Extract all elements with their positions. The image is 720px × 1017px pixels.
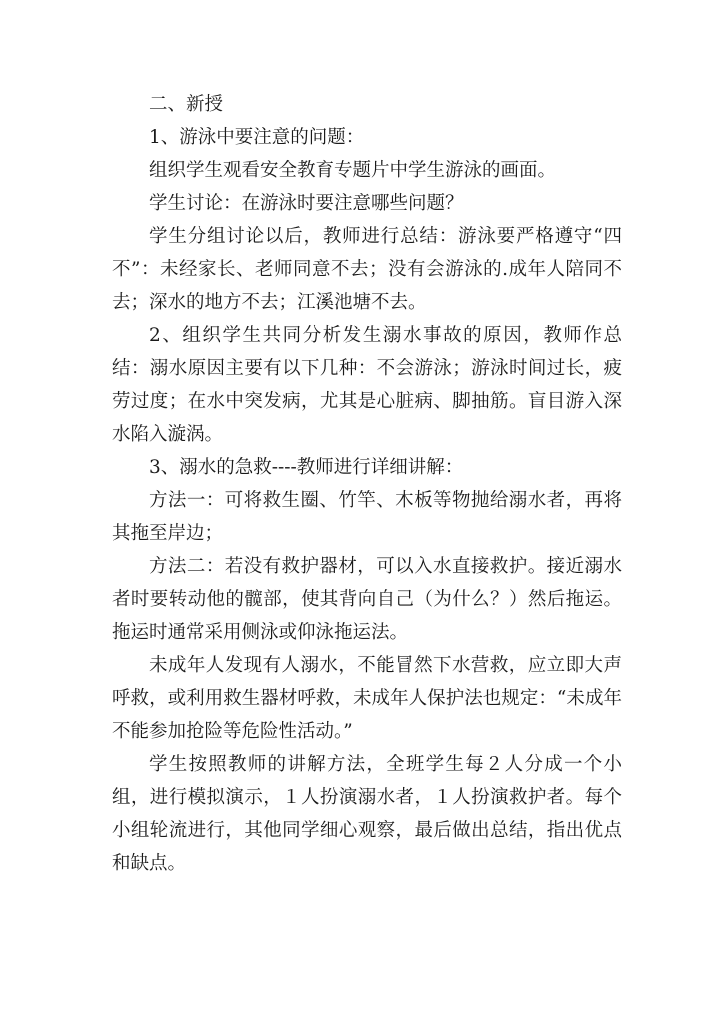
paragraph-first-aid-heading: 3、溺水的急救----教师进行详细讲解： — [149, 457, 464, 478]
paragraph-method-two: 方法二：若没有救护器材，可以入水直接救护。接近溺水者时要转动他的髋部，使其背向自己（为什么？）然后拖运。拖运时通常采用侧泳或仰泳拖运法。 — [112, 556, 622, 643]
paragraph-group-practice: 学生按照教师的讲解方法，全班学生每２人分成一个小组，进行模拟演示，１人扮演溺水者，１人扮演救护者。每个小组轮流进行，其他同学细心观察，最后做出总结，指出优点和缺点。 — [112, 754, 622, 874]
paragraph-four-rules: 学生分组讨论以后，教师进行总结：游泳要严格遵守“四不”：未经家长、老师同意不去；没有会游泳的.成年人陪同不去；深水的地方不去；江溪池塘不去。 — [112, 226, 622, 313]
paragraph-swimming-issues: 1、游泳中要注意的问题： — [149, 127, 365, 148]
paragraph-watch-video: 组织学生观看安全教育专题片中学生游泳的画面。 — [149, 160, 557, 181]
document-body — [112, 88, 622, 880]
paragraph-discussion: 学生讨论：在游泳时要注意哪些问题？ — [149, 193, 464, 214]
paragraph-drowning-causes: 2、组织学生共同分析发生溺水事故的原因，教师作总结：溺水原因主要有以下几种：不会游泳；游泳时间过长，疲劳过度；在水中突发病，尤其是心脏病、脚抽筋。盲目游入深水陷入漩涡。 — [112, 325, 622, 445]
paragraph-method-one: 方法一：可将救生圈、竹竿、木板等物抛给溺水者，再将其拖至岸边； — [112, 490, 622, 544]
paragraph-minor-rule: 未成年人发现有人溺水，不能冒然下水营救，应立即大声呼救，或利用救生器材呼救，未成年人保护法也规定：“未成年不能参加抢险等危险性活动。” — [112, 655, 622, 742]
section-heading: 二、新授 — [149, 94, 224, 115]
